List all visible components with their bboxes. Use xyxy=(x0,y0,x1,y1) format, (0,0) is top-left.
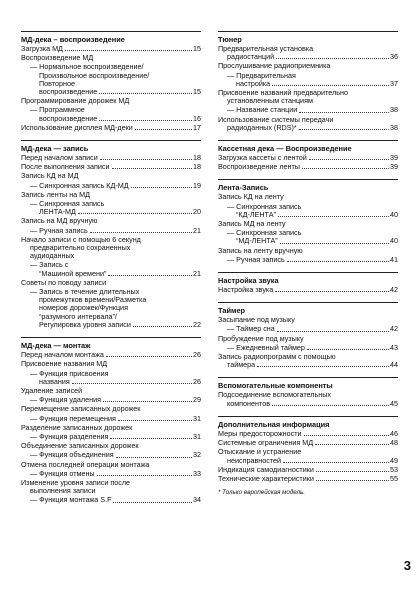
toc-entry[interactable] xyxy=(218,154,398,162)
toc-entry[interactable] xyxy=(21,191,201,199)
toc-entry[interactable] xyxy=(21,200,201,216)
entry-text: Перемещение записанных дорожек xyxy=(21,404,141,414)
page-ref: 42 xyxy=(390,324,398,334)
toc-entry[interactable] xyxy=(21,351,201,359)
entry-text: Воспроизведение ленты xyxy=(218,162,300,172)
dot-leader xyxy=(99,93,192,94)
toc-entry[interactable] xyxy=(218,316,398,324)
toc-entry[interactable] xyxy=(21,424,201,432)
toc-entry[interactable] xyxy=(21,217,201,225)
dot-leader xyxy=(72,383,192,384)
dot-leader xyxy=(299,112,389,113)
toc-entry[interactable] xyxy=(21,236,201,261)
dot-leader xyxy=(112,168,192,169)
page-ref: 19 xyxy=(193,180,201,190)
page-ref: 29 xyxy=(193,395,201,405)
dot-leader xyxy=(110,438,192,439)
entry-text: Воспроизведение МД xyxy=(21,53,94,63)
toc-entry[interactable] xyxy=(21,97,201,105)
entry-text: Загрузка кассеты с лентой xyxy=(218,153,307,163)
entry-text: — Ручная запись xyxy=(30,225,88,235)
toc-entry[interactable] xyxy=(218,89,398,105)
entry-text: компонентов xyxy=(227,398,271,408)
dot-leader xyxy=(304,435,389,436)
entry-text: — Синхронная запись xyxy=(227,228,302,238)
toc-entry[interactable] xyxy=(21,496,201,504)
entry-text: номеров дорожек/Функция xyxy=(39,303,128,313)
entry-text: — Нормальное воспроизведение/ xyxy=(30,62,144,72)
entry-text: — Синхронная запись КД-МД xyxy=(30,180,129,190)
entry-text: “Машиной времени” xyxy=(39,268,107,278)
page-ref: 45 xyxy=(390,398,398,408)
toc-entry[interactable] xyxy=(21,415,201,423)
dot-leader xyxy=(106,356,192,357)
section-title: Тюнер xyxy=(218,35,242,44)
entry-text: — Программное xyxy=(30,105,85,115)
entry-text: — Функция отмены xyxy=(30,468,95,478)
entry-text: таймера xyxy=(227,360,256,370)
entry-text: Регулировка уровня записи xyxy=(39,319,131,329)
dot-leader xyxy=(316,480,389,481)
entry-text: Запись радиопрограмм с помощью xyxy=(218,352,336,362)
entry-text: — Функция объединения xyxy=(30,450,114,460)
entry-text: Запись КД на МД xyxy=(21,171,79,181)
entry-text: — Ежедневный таймер xyxy=(227,342,305,352)
entry-text: Засыпание под музыку xyxy=(218,315,295,325)
entry-text: Подсоединение вспомогательных xyxy=(218,390,331,400)
page-ref: 18 xyxy=(193,162,201,172)
entry-text: Изменение уровня записи после xyxy=(21,477,131,487)
section-title: Лента-Запись xyxy=(218,183,269,193)
toc-entry[interactable] xyxy=(21,45,201,53)
dot-leader xyxy=(131,187,192,188)
page-ref: 37 xyxy=(390,78,398,88)
dot-leader xyxy=(316,471,389,472)
entry-text: Меры предосторожности xyxy=(218,428,302,438)
page-number: 3 xyxy=(403,558,411,573)
page-ref: 39 xyxy=(390,153,398,163)
toc-entry[interactable] xyxy=(218,344,398,352)
toc-entry[interactable] xyxy=(218,335,398,343)
page-ref: 20 xyxy=(193,207,201,217)
entry-text: Запись МД на ленту xyxy=(218,219,286,229)
entry-text: Предварительная установка xyxy=(218,44,314,53)
entry-text: — Название станции xyxy=(227,105,298,115)
toc-entry[interactable] xyxy=(21,479,201,495)
entry-text: Запись на МД вручную xyxy=(21,216,98,226)
toc-entry[interactable] xyxy=(218,256,398,264)
dot-leader xyxy=(272,405,389,406)
page-ref: 41 xyxy=(390,254,398,264)
toc-section xyxy=(218,272,398,294)
page-ref: 26 xyxy=(193,350,201,360)
toc-entry[interactable] xyxy=(218,353,398,369)
entry-text: Удаление записей xyxy=(21,385,83,395)
entry-text: воспроизведение xyxy=(39,113,98,123)
toc-entry[interactable] xyxy=(218,220,398,228)
toc-entry[interactable] xyxy=(218,286,398,294)
footnote: * Только европейская модель. xyxy=(218,489,305,497)
toc-section xyxy=(218,179,398,264)
dot-leader xyxy=(315,444,389,445)
page-ref: 16 xyxy=(193,113,201,123)
entry-text: — Функция монтажа S.F xyxy=(30,495,112,505)
toc-entry[interactable] xyxy=(21,451,201,459)
page-ref: 21 xyxy=(193,225,201,235)
page-ref: 33 xyxy=(193,468,201,478)
entry-text: Произвольное воспроизведение/ xyxy=(39,70,150,80)
dot-leader xyxy=(135,129,192,130)
entry-text: Программирование дорожек МД xyxy=(21,96,130,106)
entry-text: настройка xyxy=(236,78,271,88)
entry-text: воспроизведение xyxy=(39,87,98,97)
page-ref: 18 xyxy=(193,153,201,163)
toc-entry[interactable] xyxy=(21,106,201,122)
section-title: МД-дека — запись xyxy=(21,144,89,154)
entry-text: После выполнения записи xyxy=(21,162,110,172)
toc-section xyxy=(21,337,201,504)
section-title: Вспомогательные компоненты xyxy=(218,381,333,391)
entry-text: Пробуждение под музыку xyxy=(218,333,304,343)
toc-section xyxy=(218,140,398,171)
page-ref: 39 xyxy=(390,162,398,172)
section-title: Кассетная дека — Воспроизведение xyxy=(218,144,352,154)
page-ref: 15 xyxy=(193,87,201,97)
dot-leader xyxy=(118,420,192,421)
entry-text: — Предварительная xyxy=(227,70,296,80)
entry-text: — Функция перемещения xyxy=(30,413,116,423)
entry-text: Повторное xyxy=(39,78,75,88)
dot-leader xyxy=(302,168,389,169)
entry-text: Системные ограничения МД xyxy=(218,438,314,448)
entry-text: Запись на ленту вручную xyxy=(218,245,303,255)
entry-text: — Таймер сна xyxy=(227,324,275,334)
dot-leader xyxy=(278,216,389,217)
toc-entry[interactable] xyxy=(218,116,398,132)
entry-text: Прослушивание радиоприемника xyxy=(218,61,331,71)
entry-text: Объединение записанных дорожек xyxy=(21,441,139,451)
toc-section xyxy=(21,140,201,329)
toc-entry[interactable] xyxy=(218,448,398,464)
page-ref: 40 xyxy=(390,236,398,246)
page-ref: 21 xyxy=(193,268,201,278)
page-ref: 34 xyxy=(193,495,201,505)
section-title: Таймер xyxy=(218,306,246,316)
dot-leader xyxy=(78,213,192,214)
dot-leader xyxy=(257,366,389,367)
dot-leader xyxy=(307,349,389,350)
toc-entry[interactable] xyxy=(21,405,201,413)
toc-entry[interactable] xyxy=(218,325,398,333)
entry-text: — Ручная запись xyxy=(227,254,285,264)
toc-entry[interactable] xyxy=(21,227,201,235)
dot-leader xyxy=(133,326,192,327)
toc-entry[interactable] xyxy=(218,193,398,201)
entry-text: предварительно сохраненных xyxy=(30,243,131,253)
entry-text: Перед началом записи xyxy=(21,153,98,163)
toc-entry[interactable] xyxy=(21,360,201,368)
dot-leader xyxy=(65,50,192,51)
entry-text: Отмена последней операции монтажа xyxy=(21,459,150,469)
toc-entry[interactable] xyxy=(21,172,201,180)
entry-text: “разумного интервала”/ xyxy=(39,311,117,321)
dot-leader xyxy=(116,457,192,458)
page-ref: 17 xyxy=(193,122,201,132)
page-ref: 15 xyxy=(193,44,201,53)
entry-text: — Запись с xyxy=(30,260,69,270)
dot-leader xyxy=(277,331,389,332)
section-title: Настройка звука xyxy=(218,276,279,286)
entry-text: радиоданных (RDS)* xyxy=(227,122,297,132)
toc-entry[interactable] xyxy=(21,370,201,386)
page-ref: 38 xyxy=(390,122,398,132)
entry-text: промежутков времени/Разметка xyxy=(39,295,147,305)
page-ref: 53 xyxy=(390,464,398,474)
entry-text: Перед началом монтажа xyxy=(21,350,104,360)
toc-entry[interactable] xyxy=(21,182,201,190)
toc-entry[interactable] xyxy=(218,45,398,61)
entry-text: “КД-ЛЕНТА” xyxy=(236,209,276,219)
entry-text: — Функция присвоения xyxy=(30,368,109,378)
entry-text: Использование дисплея МД-деки xyxy=(21,122,133,132)
entry-text: Отыскание и устранение xyxy=(218,447,302,457)
dot-leader xyxy=(283,462,389,463)
entry-text: неисправностей xyxy=(227,455,282,465)
dot-leader xyxy=(113,502,192,503)
entry-text: названия xyxy=(39,376,70,386)
entry-text: Разделение записанных дорожек xyxy=(21,422,133,432)
toc-entry[interactable] xyxy=(218,106,398,114)
toc-entry[interactable] xyxy=(218,391,398,407)
page-ref: 48 xyxy=(390,438,398,448)
page-ref: 43 xyxy=(390,342,398,352)
dot-leader xyxy=(280,243,389,244)
toc-left-column xyxy=(21,31,201,513)
dot-leader xyxy=(272,85,389,86)
toc-entry[interactable] xyxy=(21,154,201,162)
page-ref: 55 xyxy=(390,473,398,483)
dot-leader xyxy=(276,58,389,59)
entry-text: Загрузка МД xyxy=(21,44,63,53)
toc-entry[interactable] xyxy=(218,247,398,255)
toc-entry[interactable] xyxy=(21,163,201,171)
dot-leader xyxy=(287,261,389,262)
toc-entry[interactable] xyxy=(21,470,201,478)
toc-entry[interactable] xyxy=(21,396,201,404)
toc-section xyxy=(218,416,398,483)
toc-entry[interactable] xyxy=(21,433,201,441)
dot-leader xyxy=(90,232,192,233)
dot-leader xyxy=(309,159,389,160)
toc-entry[interactable] xyxy=(21,387,201,395)
entry-text: радиостанций xyxy=(227,52,275,62)
toc-entry[interactable] xyxy=(21,261,201,277)
dot-leader xyxy=(103,401,192,402)
page-ref: 49 xyxy=(390,455,398,465)
toc-entry[interactable] xyxy=(218,430,398,438)
entry-text: ЛЕНТА-МД xyxy=(39,207,76,217)
toc-entry[interactable] xyxy=(21,442,201,450)
dot-leader xyxy=(108,275,192,276)
dot-leader xyxy=(299,129,389,130)
page-ref: 40 xyxy=(390,209,398,219)
section-title: МД-дека – воспроизведение xyxy=(21,35,125,44)
entry-text: Запись КД на ленту xyxy=(218,192,284,202)
toc-right-column xyxy=(218,31,398,497)
toc-section xyxy=(21,31,201,132)
toc-entry[interactable] xyxy=(21,63,201,96)
page-ref: 38 xyxy=(390,105,398,115)
page-ref: 22 xyxy=(193,319,201,329)
section-title: МД-дека — монтаж xyxy=(21,341,91,351)
dot-leader xyxy=(97,475,192,476)
entry-text: — Синхронная запись xyxy=(227,201,302,211)
toc-entry[interactable] xyxy=(21,124,201,132)
entry-text: аудиоданных xyxy=(30,251,75,261)
toc-entry[interactable] xyxy=(218,72,398,88)
toc-entry[interactable] xyxy=(218,163,398,171)
toc-section xyxy=(218,377,398,407)
page-ref: 44 xyxy=(390,360,398,370)
page-ref: 31 xyxy=(193,431,201,441)
section-title: Дополнительная информация xyxy=(218,419,330,429)
entry-text: Присвоение названий предварительно xyxy=(218,88,348,98)
toc-entry[interactable] xyxy=(21,279,201,287)
page-ref: 31 xyxy=(193,413,201,423)
entry-text: установленным станциям xyxy=(227,96,313,106)
entry-text: Запись ленты на МД xyxy=(21,189,91,199)
entry-text: “МД-ЛЕНТА” xyxy=(236,236,278,246)
entry-text: Советы по поводу записи xyxy=(21,277,107,287)
toc-entry[interactable] xyxy=(218,203,398,219)
page-ref: 36 xyxy=(390,52,398,62)
dot-leader xyxy=(99,120,192,121)
page-ref: 46 xyxy=(390,428,398,438)
entry-text: Индикация самодиагностики xyxy=(218,464,314,474)
entry-text: Настройка звука xyxy=(218,285,274,295)
toc-entry[interactable] xyxy=(218,466,398,474)
dot-leader xyxy=(100,159,192,160)
toc-section xyxy=(218,31,398,132)
entry-text: — Функция удаления xyxy=(30,395,101,405)
entry-text: выполнения записи xyxy=(30,486,96,496)
entry-text: Использование системы передачи xyxy=(218,114,334,124)
toc-entry[interactable] xyxy=(218,229,398,245)
toc-entry[interactable] xyxy=(21,288,201,329)
toc-section xyxy=(218,302,398,369)
entry-text: Присвоение названия МД xyxy=(21,359,108,369)
toc-entry[interactable] xyxy=(21,461,201,469)
page-ref: 42 xyxy=(390,285,398,295)
page-ref: 32 xyxy=(193,450,201,460)
toc-entry[interactable] xyxy=(218,439,398,447)
page-ref: 26 xyxy=(193,376,201,386)
entry-text: — Функция разделения xyxy=(30,431,109,441)
toc-entry[interactable] xyxy=(218,62,398,70)
dot-leader xyxy=(275,291,389,292)
entry-text: — Запись в течение длительных xyxy=(30,287,140,297)
entry-text: Технические характеристики xyxy=(218,473,314,483)
toc-entry[interactable] xyxy=(218,475,398,483)
entry-text: Начало записи с помощью 6 секунд xyxy=(21,234,141,244)
entry-text: — Синхронная запись xyxy=(30,199,105,209)
toc-entry[interactable] xyxy=(21,54,201,62)
